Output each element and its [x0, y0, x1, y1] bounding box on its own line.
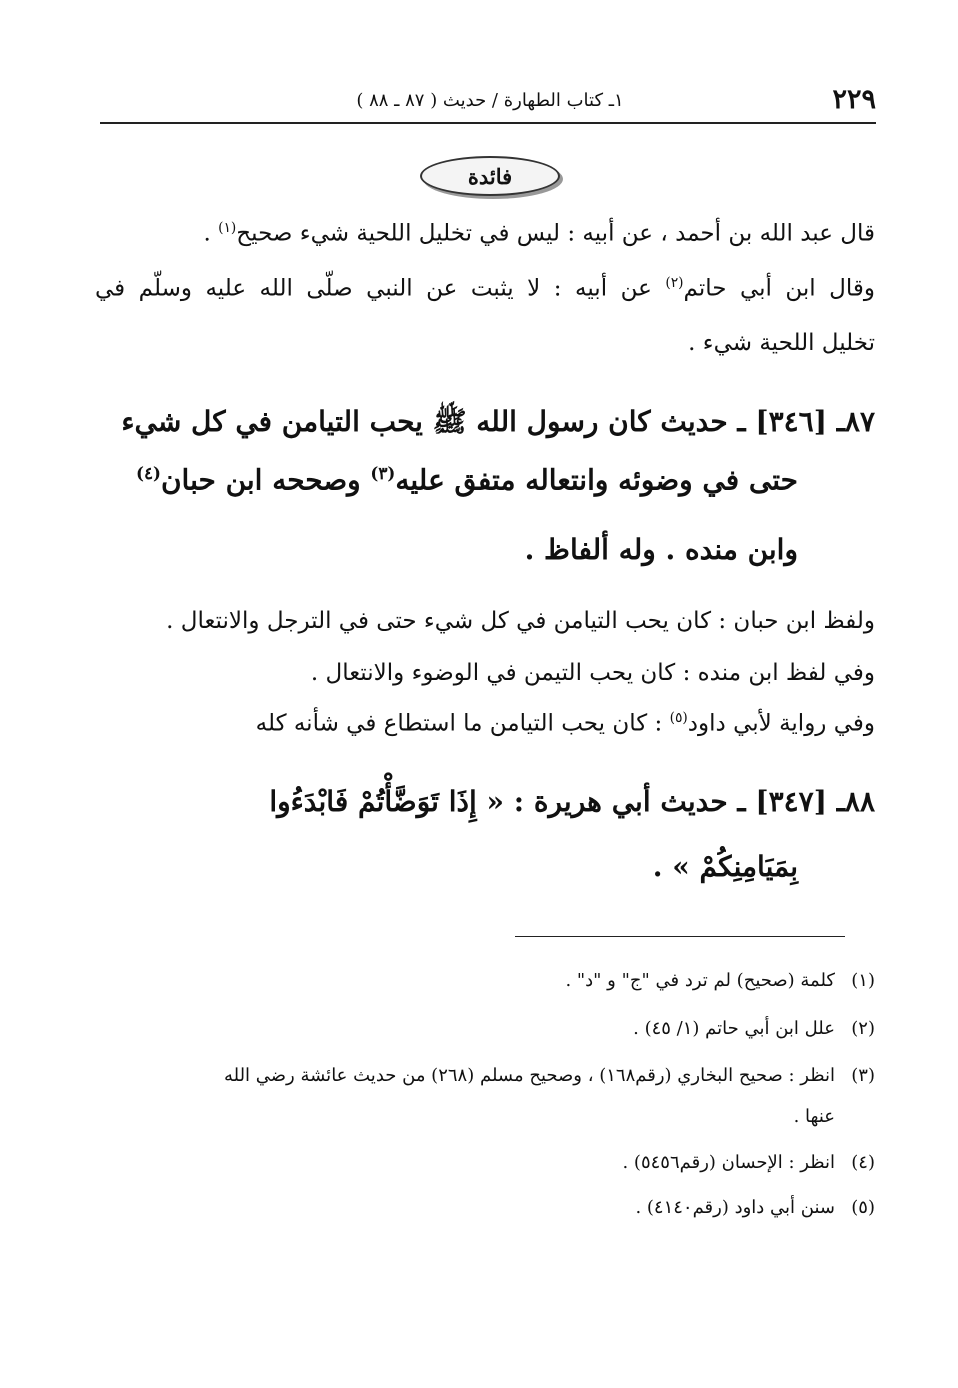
footnote-5: (٥)سنن أبي داود (رقم٤١٤٠) .	[635, 1197, 875, 1218]
footnote-separator	[515, 936, 845, 937]
page-number: ٢٢٩	[832, 84, 876, 115]
footnote-1: (١)كلمة (صحيح) لم ترد في "ج" و "د" .	[565, 970, 875, 991]
footnote-4: (٤)انظر : الإحسان (رقم٥٤٥٦) .	[622, 1152, 875, 1173]
footnote-marker: (٤)	[136, 463, 161, 483]
page-header	[100, 82, 876, 124]
footnote-marker: (٥)	[669, 710, 688, 726]
footnote-marker: (١)	[218, 220, 237, 236]
footnote-3-continued: عنها .	[793, 1106, 835, 1127]
hadith-87-line-1: ٨٧ـ [٣٤٦] ـ حديث كان رسول الله ﷺ يحب التيامن في كل شيء	[121, 405, 875, 438]
hadith-88-line-1: ٨٨ـ [٣٤٧] ـ حديث أبي هريرة : « إِذَا تَوَضَّأْتُمْ فَابْدَءُوا	[269, 785, 875, 818]
variant-ibn-mandah: وفي لفظ ابن منده : كان يحب التيمن في الوضوء والانتعال .	[310, 660, 875, 686]
faida-badge	[420, 156, 560, 196]
faida-line-3: تخليل اللحية شيء .	[688, 330, 875, 356]
footnote-marker: (٣)	[370, 463, 396, 483]
footnote-marker: (٢)	[665, 275, 684, 291]
faida-line-1: قال عبد الله بن أحمد ، عن أبيه : ليس في تخليل اللحية شيء صحيح$^{(١)}$ .	[203, 220, 875, 247]
faida-line-2: وقال ابن أبي حاتم$^{(٢)}$ عن أبيه : لا يثبت عن النبي صلّى الله عليه وسلّم في	[95, 275, 875, 302]
hadith-88-line-2: بِمَيَامِنِكُمْ » .	[652, 850, 798, 883]
hadith-87-line-3: وابن منده . وله ألفاظ .	[524, 533, 798, 566]
running-title: ١ـ كتاب الطهارة / حديث ( ٨٧ ـ ٨٨ )	[356, 90, 624, 111]
faida-label: فائدة	[467, 163, 513, 189]
variant-ibn-hibban: ولفظ ابن حبان : كان يحب التيامن في كل شيء حتى في الترجل والانتعال .	[166, 608, 875, 634]
footnote-3: (٣)انظر : صحيح البخاري (رقم١٦٨) ، وصحيح مسلم (٢٦٨) من حديث عائشة رضي الله	[223, 1065, 875, 1086]
hadith-87-line-2: حتى في وضوئه وانتعاله متفق عليه$^{(٣)}$ وصححه ابن حبان$^{(٤)}$	[136, 463, 798, 497]
variant-abu-dawud: وفي رواية لأبي داود$^{(٥)}$ : كان يحب التيامن ما استطاع في شأنه كله	[255, 710, 875, 737]
footnote-2: (٢)علل ابن أبي حاتم (١/ ٤٥) .	[633, 1018, 875, 1039]
